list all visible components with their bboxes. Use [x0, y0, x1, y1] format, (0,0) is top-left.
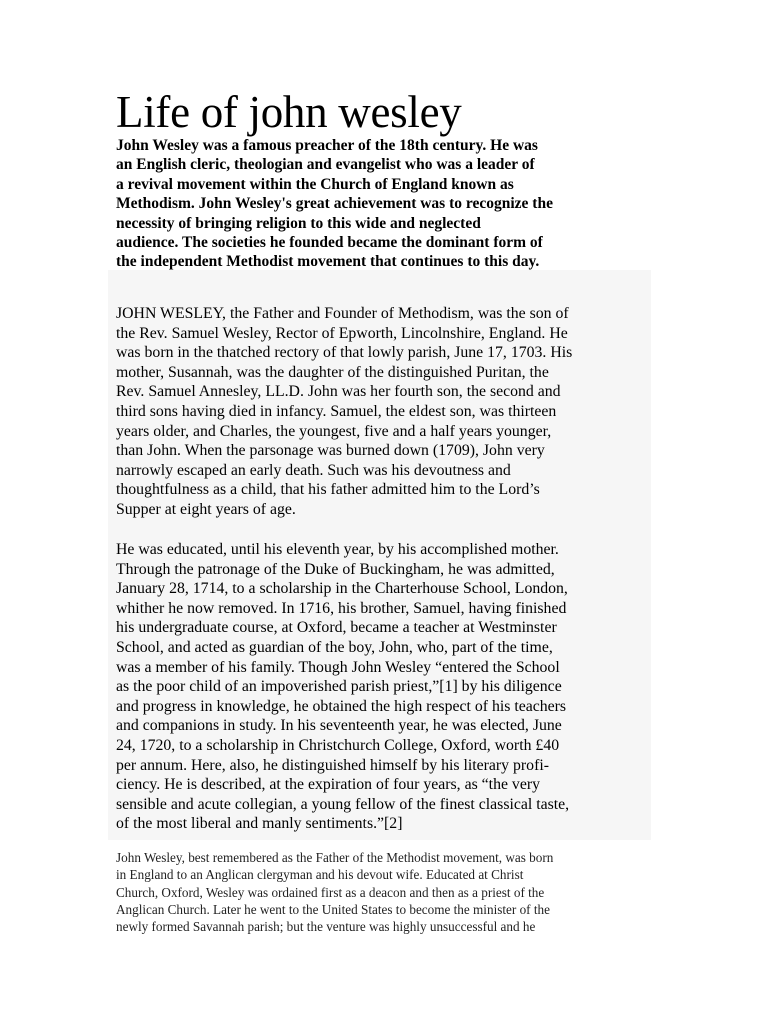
- text-line: Through the patronage of the Duke of Buckingham, he was admitted,: [116, 560, 555, 578]
- text-line: of the most liberal and manly sentiments.”[2]: [116, 815, 403, 833]
- text-line: JOHN WESLEY, the Father and Founder of Methodism, was the son of: [116, 305, 569, 322]
- text-line: was a member of his family. Though John Wesley “entered the School: [116, 658, 560, 676]
- text-line: in England to an Anglican clergyman and his devout wife. Educated at Christ: [116, 867, 524, 883]
- text-line: was born in the thatched rectory of that lowly parish, June 17, 1703. His: [116, 344, 573, 362]
- biography-paragraph-1: [116, 304, 651, 520]
- text-line: Rev. Samuel Annesley, LL.D. John was her fourth son, the second and: [116, 383, 561, 401]
- text-line: Supper at eight years of age.: [116, 500, 296, 518]
- text-line: mother, Susannah, was the daughter of the distinguished Puritan, the: [116, 363, 549, 381]
- text-line: and companions in study. In his seventeenth year, he was elected, June: [116, 717, 562, 735]
- text-line: the independent Methodist movement that continues to this day.: [116, 253, 540, 271]
- text-line: per annum. Here, also, he distinguished himself by his literary profi-: [116, 756, 549, 774]
- text-line: than John. When the parsonage was burned down (1709), John very: [116, 442, 545, 460]
- text-line: Methodism. John Wesley's great achievement was to recognize the: [116, 195, 553, 213]
- text-line: School, and acted as guardian of the boy, John, who, part of the time,: [116, 638, 553, 656]
- text-line: John Wesley, best remembered as the Father of the Methodist movement, was born: [116, 850, 554, 865]
- text-line: years older, and Charles, the youngest, five and a half years younger,: [116, 422, 552, 440]
- text-line: newly formed Savannah parish; but the venture was highly unsuccessful and he: [116, 919, 536, 935]
- text-line: Church, Oxford, Wesley was ordained first as a deacon and then as a priest of the: [116, 884, 545, 900]
- text-line: ciency. He is described, at the expiration of four years, as “the very: [116, 776, 541, 794]
- page-title: Life of john wesley: [116, 87, 462, 137]
- text-line: He was educated, until his eleventh year, by his accomplished mother.: [116, 541, 559, 558]
- text-line: audience. The societies he founded became the dominant form of: [116, 234, 543, 252]
- text-line: whither he now removed. In 1716, his brother, Samuel, having finished: [116, 599, 567, 617]
- intro-paragraph: [116, 136, 616, 272]
- text-line: a revival movement within the Church of England known as: [116, 175, 514, 193]
- summary-paragraph: [116, 849, 636, 935]
- text-line: and progress in knowledge, he obtained the high respect of his teachers: [116, 697, 567, 715]
- text-line: 24, 1720, to a scholarship in Christchurch College, Oxford, worth £40: [116, 736, 560, 754]
- text-line: January 28, 1714, to a scholarship in the Charterhouse School, London,: [116, 580, 568, 598]
- text-line: narrowly escaped an early death. Such was his devoutness and: [116, 461, 511, 479]
- text-line: necessity of bringing religion to this wide and neglected: [116, 214, 481, 232]
- biography-paragraph-2: [116, 540, 651, 834]
- text-line: Anglican Church. Later he went to the United States to become the minister of the: [116, 901, 550, 917]
- text-line: thoughtfulness as a child, that his father admitted him to the Lord’s: [116, 481, 540, 499]
- text-line: an English cleric, theologian and evangelist who was a leader of: [116, 156, 535, 174]
- text-line: his undergraduate course, at Oxford, became a teacher at Westminster: [116, 619, 557, 637]
- text-line: as the poor child of an impoverished parish priest,”[1] by his diligence: [116, 678, 562, 696]
- text-line: third sons having died in infancy. Samuel, the eldest son, was thirteen: [116, 402, 557, 420]
- text-line: sensible and acute collegian, a young fellow of the finest classical taste,: [116, 795, 570, 813]
- text-line: the Rev. Samuel Wesley, Rector of Epworth, Lincolnshire, England. He: [116, 324, 568, 342]
- text-line: John Wesley was a famous preacher of the 18th century. He was: [116, 137, 538, 154]
